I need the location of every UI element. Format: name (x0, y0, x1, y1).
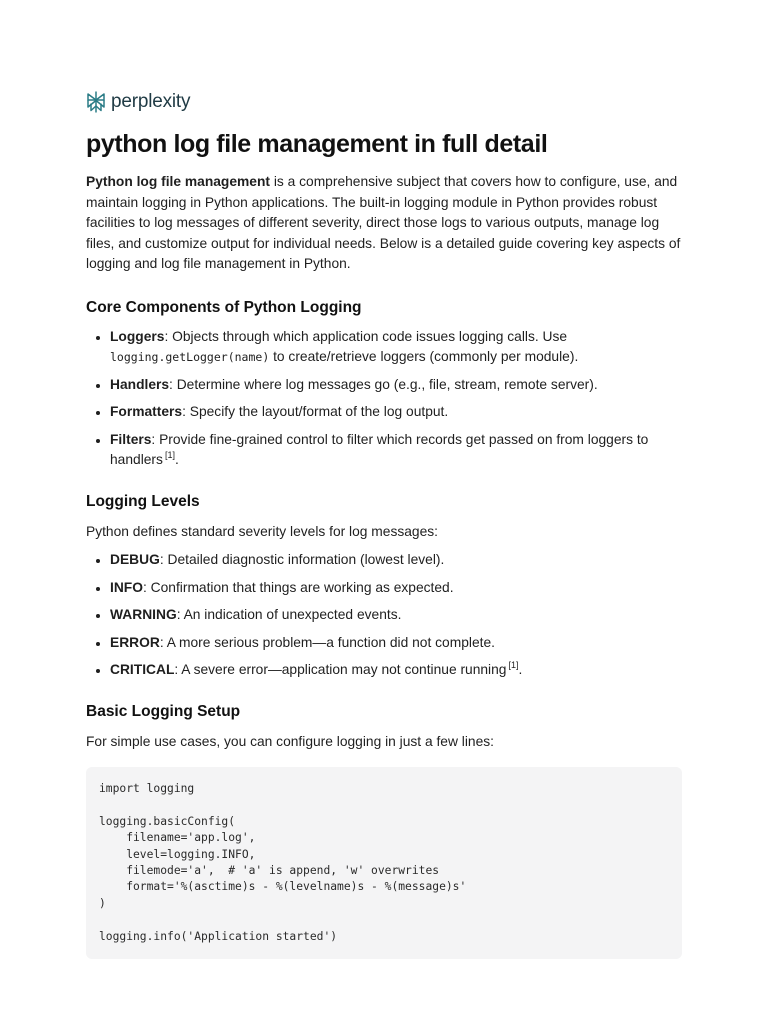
term-warning: WARNING (110, 607, 177, 622)
basic-lead: For simple use cases, you can configure logging in just a few lines: (86, 733, 494, 749)
term-loggers: Loggers (110, 328, 165, 344)
document-content (86, 128, 686, 959)
loggers-text: : Objects through which application code issues logging calls. Use (164, 328, 568, 344)
debug-text: : Detailed diagnostic information (lowest level). (159, 552, 445, 567)
critical-text: : A severe error—application may not continue running (174, 662, 507, 677)
info-text: : Confirmation that things are working as expected. (142, 579, 454, 595)
logging-levels-list (86, 550, 686, 681)
handlers-text: : Determine where log messages go (e.g., file, stream, remote server). (169, 376, 598, 392)
list-item-handlers (110, 375, 686, 396)
term-formatters: Formatters (110, 404, 183, 419)
code-block[interactable] (86, 767, 682, 959)
intro-bold: Python log file management (86, 174, 270, 189)
term-critical: CRITICAL (110, 662, 175, 677)
term-error: ERROR (110, 634, 160, 650)
list-item-info (110, 578, 686, 599)
section-heading-basic-setup: Basic Logging Setup (86, 702, 241, 720)
term-debug: DEBUG (110, 552, 160, 567)
term-handlers: Handlers (110, 376, 170, 392)
perplexity-logo-icon (85, 90, 107, 114)
list-item-filters (110, 430, 686, 471)
brand-name: perplexity (111, 91, 191, 112)
section-heading-logging-levels: Logging Levels (86, 492, 200, 510)
list-item-debug (110, 550, 686, 571)
levels-lead: Python defines standard severity levels for log messages: (86, 523, 439, 539)
formatters-text: : Specify the layout/format of the log output. (182, 404, 449, 419)
term-filters: Filters (110, 431, 152, 447)
list-item-loggers (110, 327, 686, 368)
list-item-error (110, 633, 686, 654)
page-title: python log file management in full detail (86, 130, 548, 158)
inline-code-getlogger: logging.getLogger(name) (110, 350, 270, 364)
term-info: INFO (110, 579, 143, 595)
loggers-text-end: to create/retrieve loggers (commonly per module). (269, 349, 579, 364)
core-components-list (86, 327, 686, 471)
list-item-critical (110, 660, 686, 681)
intro-paragraph (86, 172, 686, 275)
code-content: import logging logging.basicConfig( filename='app.log', level=logging.INFO, filemode='a', # 'a' is append, 'w' overwrites format='%(asctime)s - %(levelname)s - %(message)s' ) logging.info('Application started') (99, 782, 467, 943)
critical-end: . (518, 662, 523, 677)
brand-logo[interactable] (85, 90, 190, 114)
list-item-formatters (110, 402, 686, 423)
citation-link[interactable]: [1] (508, 660, 519, 671)
citation-link[interactable]: [1] (164, 450, 175, 461)
error-text: : A more serious problem—a function did not complete. (159, 634, 495, 650)
warning-text: : An indication of unexpected events. (176, 607, 402, 622)
filters-text: : Provide fine-grained control to filter which records get passed on from loggers to handlers (110, 431, 649, 467)
section-heading-core-components: Core Components of Python Logging (86, 298, 362, 316)
intro-text: is a comprehensive subject that covers how to configure, use, and maintain logging in Python applications. The built-in logging module in Python provides robust facilities to log messages of different severity, direct those logs to various outputs, manage log files, and customize output for individual needs. Below is a detailed guide covering key aspects of logging and log file management in Python. (86, 174, 681, 271)
filters-end: . (174, 452, 179, 467)
list-item-warning (110, 605, 686, 626)
